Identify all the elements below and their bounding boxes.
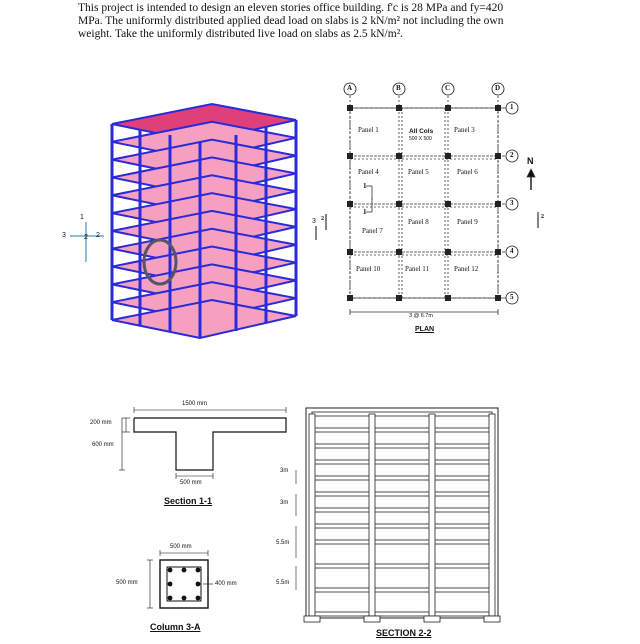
story-height-label: 3m [280, 468, 289, 474]
column-bar-label: 400 mm [215, 581, 237, 587]
grid-bubble-c: C [445, 84, 451, 92]
axis-label: 3 [62, 232, 66, 239]
grid-bubble-5: 5 [510, 293, 514, 301]
web-width-label: 500 mm [180, 480, 202, 486]
section-mark-2: 2 [541, 214, 544, 220]
beam [312, 444, 492, 448]
section-mark-label: 3 [312, 218, 316, 225]
column-height-label: 500 mm [116, 580, 138, 586]
problem-line-2: MPa. The uniformly distributed applied dead load on slabs is 2 kN/m² not including the own [78, 15, 504, 27]
section-2-2-title: SECTION 2-2 [376, 628, 432, 638]
grid-bubble-1: 1 [510, 103, 514, 111]
columns-note-size: 500 X 500 [409, 136, 432, 142]
story-height-label: 5.5m [276, 540, 290, 546]
axis-label: 1 [80, 214, 84, 221]
footing [364, 616, 380, 622]
panel-label: Panel 4 [358, 168, 379, 176]
story-height-label: 5.5m [276, 580, 290, 586]
grid-bubble-4: 4 [510, 247, 514, 255]
footing [304, 616, 320, 622]
beam [312, 460, 492, 464]
panel-label: Panel 9 [457, 218, 478, 226]
beam [312, 524, 492, 528]
panel-label: Panel 1 [358, 126, 379, 134]
section-mark-1: 1 [363, 182, 367, 190]
panel-label: Panel 12 [454, 265, 479, 273]
beam [312, 508, 492, 512]
footing [484, 616, 500, 622]
beam [312, 476, 492, 480]
problem-line-1: This project is intended to design an eleven stories office building. f'c is 28 MPa and fy=420 [78, 2, 504, 14]
total-depth-label: 600 mm [92, 442, 114, 448]
panel-label: Panel 10 [356, 265, 381, 273]
panel-label: Panel 3 [454, 126, 475, 134]
section-mark-1: 1 [363, 208, 367, 216]
panel-label: Panel 6 [457, 168, 478, 176]
frame-column [489, 414, 495, 616]
axis-label: 2 [96, 232, 100, 239]
column-3a-title: Column 3-A [150, 622, 201, 632]
frame-column [369, 414, 375, 616]
frame-column [429, 414, 435, 616]
beam [312, 412, 492, 416]
footing [424, 616, 440, 622]
grid-bubble-3: 3 [510, 199, 514, 207]
section-mark-2: 2 [321, 216, 324, 222]
grid-bubble-a: A [347, 84, 353, 92]
plan-title: PLAN [415, 326, 435, 333]
flange-depth-label: 200 mm [90, 420, 112, 426]
panel-label: Panel 7 [362, 227, 383, 235]
grid-bubble-d: D [495, 84, 501, 92]
frame-outline [306, 408, 498, 618]
panel-label: Panel 8 [408, 218, 429, 226]
axis-label: 2 [84, 234, 88, 241]
panel-label: Panel 5 [408, 168, 429, 176]
plan-dimension: 3 @ 6.7m [409, 313, 433, 319]
beam [312, 564, 492, 568]
beam [312, 428, 492, 432]
grid-bubble-2: 2 [510, 151, 514, 159]
panel-label: Panel 11 [405, 265, 430, 273]
beam [312, 612, 492, 616]
north-arrow-label: N [527, 156, 534, 166]
flange-width-label: 1500 mm [182, 401, 208, 407]
problem-line-3: weight. Take the uniformly distributed live load on slabs as 2.5 kN/m². [78, 28, 404, 40]
column-width-label: 500 mm [170, 544, 192, 550]
beam [312, 492, 492, 496]
columns-note-title: All Cols [409, 128, 434, 135]
beam [312, 540, 492, 544]
frame-column [309, 414, 315, 616]
section-1-1-title: Section 1-1 [164, 496, 213, 506]
grid-bubble-b: B [396, 84, 401, 92]
story-height-label: 3m [280, 500, 289, 506]
beam [312, 588, 492, 592]
